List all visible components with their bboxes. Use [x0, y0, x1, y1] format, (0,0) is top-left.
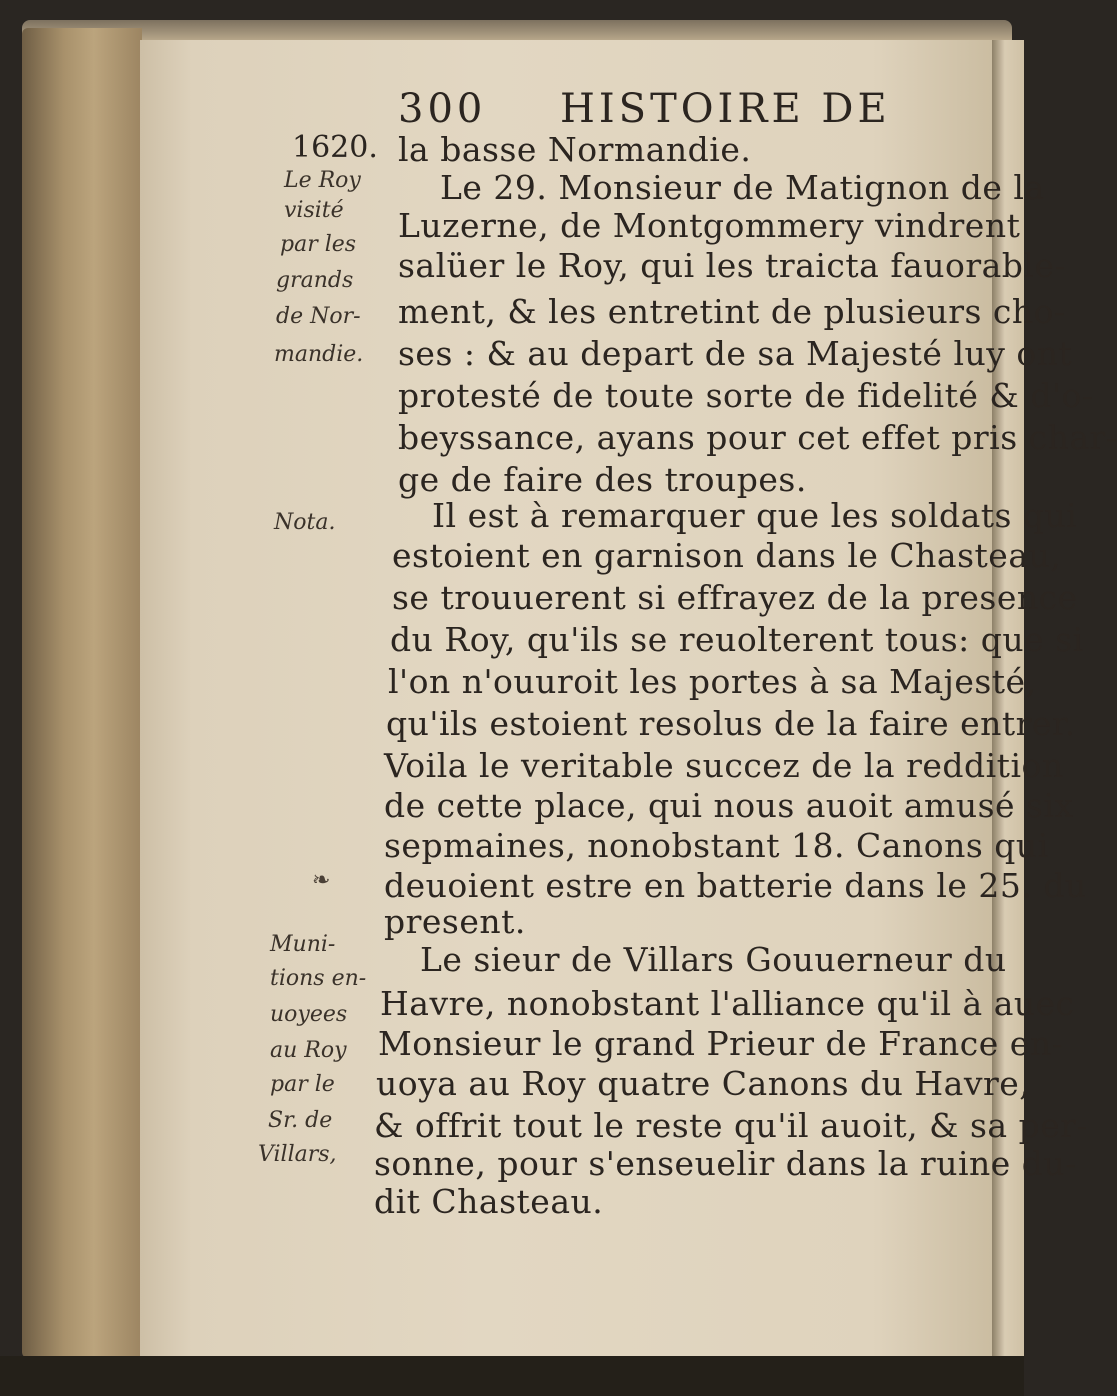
text-line: dit Chasteau.	[374, 1182, 604, 1221]
margin-note-line: visité	[284, 198, 344, 223]
text-line: sonne, pour s'enseuelir dans la ruine du-	[374, 1144, 1077, 1183]
margin-note-line: mandie.	[274, 342, 364, 367]
text-line: Havre, nonobstant l'alliance qu'il à auec	[380, 984, 1075, 1023]
running-title: HISTOIRE DE	[560, 86, 891, 132]
text-line: ment, & les entretint de plusieurs cho-	[398, 292, 1066, 331]
text-line: beyssance, ayans pour cet effet pris char-	[398, 418, 1117, 457]
text-line: uoya au Roy quatre Canons du Havre,	[376, 1064, 1031, 1103]
text-line: l'on n'ouuroit les portes à sa Majesté,	[388, 662, 1037, 701]
text-line: la basse Normandie.	[398, 130, 752, 169]
text-line: du Roy, qu'ils se reuolterent tous: que si	[390, 620, 1084, 659]
margin-note-nota: Nota.	[274, 510, 336, 535]
margin-note-line: Villars,	[258, 1142, 337, 1167]
text-line: ses : & au depart de sa Majesté luy ont	[398, 334, 1073, 373]
text-line: Luzerne, de Montgommery vindrent	[398, 206, 1021, 245]
text-line: de cette place, qui nous auoit amusé six	[384, 786, 1074, 825]
margin-note-line: Muni-	[270, 932, 336, 957]
text-line: Voila le veritable succez de la reddition	[384, 746, 1064, 785]
margin-note-line: au Roy	[270, 1038, 347, 1063]
margin-note-line: de Nor-	[276, 304, 361, 329]
text-line: Le 29. Monsieur de Matignon de la	[440, 168, 1045, 207]
page-block-edge	[22, 28, 142, 1358]
margin-note-line: par les	[280, 232, 357, 257]
margin-note-line: uoyees	[270, 1002, 348, 1027]
year-marker: 1620.	[292, 130, 378, 165]
margin-note-line: par le	[270, 1072, 335, 1097]
printer-ornament: ❧	[312, 868, 331, 893]
text-line: estoient en garnison dans le Chasteau,	[392, 536, 1062, 575]
margin-note-line: Le Roy	[284, 168, 361, 193]
text-line: Il est à remarquer que les soldats qui	[432, 496, 1078, 535]
text-line: sepmaines, nonobstant 18. Canons qui	[384, 826, 1049, 865]
margin-note-line: grands	[276, 268, 354, 293]
text-line: protesté de toute sorte de fidelité & d'o-	[398, 376, 1094, 415]
margin-note-line: tions en-	[270, 966, 367, 991]
text-line: Le sieur de Villars Gouuerneur du	[420, 940, 1007, 979]
background-shadow	[0, 1356, 1024, 1396]
text-line: & offrit tout le reste qu'il auoit, & sa per-	[374, 1106, 1089, 1145]
text-line: se trouuerent si effrayez de la presence	[392, 578, 1078, 617]
page-number: 300	[398, 86, 487, 132]
margin-note-line: Sr. de	[268, 1108, 333, 1133]
text-line: Monsieur le grand Prieur de France en-	[378, 1024, 1064, 1063]
text-line: ge de faire des troupes.	[398, 460, 807, 499]
text-line: present.	[384, 902, 526, 941]
text-line: deuoient estre en batterie dans le 25. du	[384, 866, 1087, 905]
text-line: qu'ils estoient resolus de la faire entrer.	[386, 704, 1076, 743]
text-line: salüer le Roy, qui les traicta fauorable-	[398, 246, 1067, 285]
